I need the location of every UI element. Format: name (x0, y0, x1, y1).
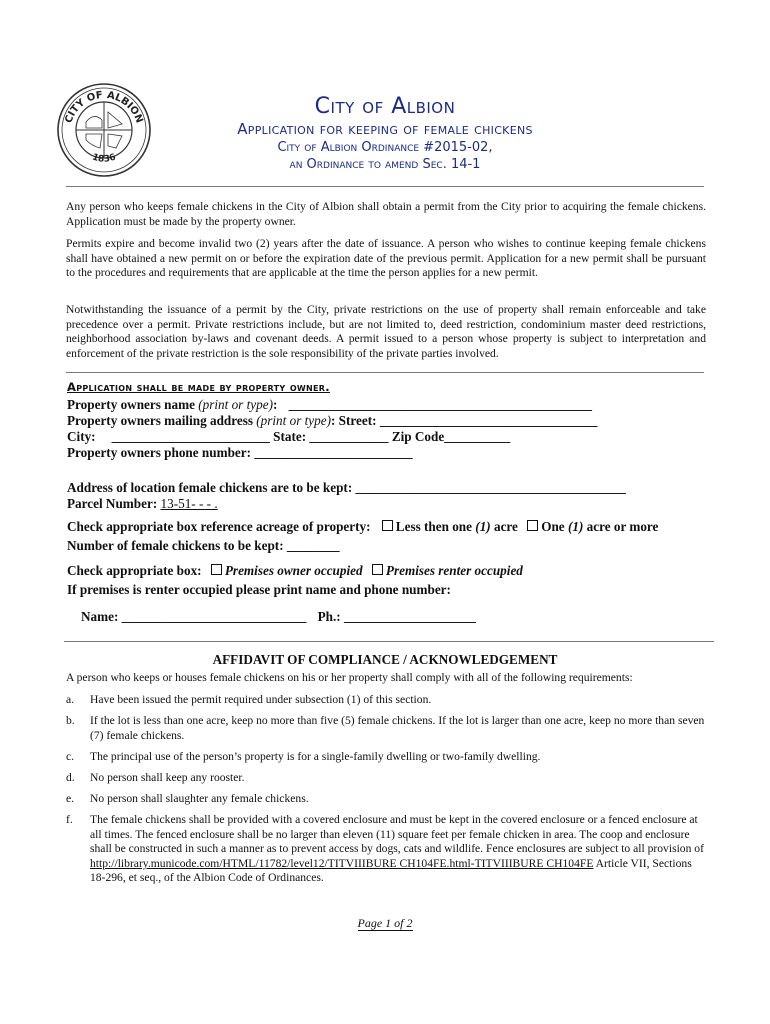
affidavit-intro: A person who keeps or houses female chickens on his or her property shall comply with all of the following requirements: (66, 671, 633, 684)
checkbox[interactable] (382, 520, 393, 531)
svg-text:1836: 1836 (90, 152, 118, 165)
chicken-count-field[interactable]: Number of female chickens to be kept: ________ (67, 538, 340, 553)
city-state-zip-field[interactable]: City: ________________________ State: ____________ Zip Code__________ (67, 429, 511, 444)
renter-occupied-option[interactable]: Premises renter occupied (372, 563, 523, 578)
ordinance-amend-line: an Ordinance to amend Sec. 14-1 (289, 157, 481, 172)
mailing-address-field[interactable]: Property owners mailing address (print or type): Street: _________________________________ (67, 413, 598, 428)
renter-phone-field[interactable]: Ph.: ____________________ (317, 609, 476, 624)
page-number: Page 1 of 2 (357, 916, 413, 930)
page-subtitle: Application for keeping of female chickens (237, 120, 533, 138)
divider (66, 186, 704, 187)
section-title: Application shall be made by property owner. (67, 380, 330, 394)
city-seal-logo (56, 82, 152, 178)
location-address-field[interactable]: Address of location female chickens are to be kept: _________________________________________ (67, 480, 626, 495)
checkbox[interactable] (527, 520, 538, 531)
affidavit-title: AFFIDAVIT OF COMPLIANCE / ACKNOWLEDGEMENT (212, 652, 558, 667)
divider (64, 641, 714, 642)
divider (66, 372, 704, 373)
svg-text:CITY OF ALBION: CITY OF ALBION (63, 89, 145, 125)
document-page: CITY OF ALBION 1836 City of Albion Application for keeping of female chickens City of Albion Ordinance #2015-02, an Ordinance to amend Sec. 14-1 Any person who keeps female chickens in the City of Albion shall obtain a permit from the City prior to acquiring the female chickens. Application must be made by the property owner. Permits expire and become invalid two (2) years after the date of issuance. A person who wishes to continue keeping female chickens shall have obtained a new permit on or before the expiration date of the previous permit. Application for a new permit shall be pursuant to the procedures and requirements that are applicable at the time the person applies for a new permit. Notwithstanding the issuance of a permit by the City, private restrictions on the use of property shall remain enforceable and take precedence over a permit. Private restrictions include, but are not limited to, deed restriction, condominium master deed restrictions, neighborhood association by-laws and covenant deeds. A permit issued to a person whose property is subject to interpretation and enforcement of the private restriction is the sole responsibility of the private parties involved. Application shall be made by property owner. Property owners name (print or type): ______________________________________________ Property owners mailing address (print or type): Street: _________________________________ City: ________________________ State: ____________ Zip Code__________ Property owners phone number: ________________________ Address of location female chickens are to be kept: _________________________________________ Parcel Number: 13-51- - - . Check appropriate box reference acreage of property: Less then one (1) acre One (1) acre or more Number of female chickens to be kept: ________ Check appropriate box: Premises owner occupied Premises renter occupied If premises is renter occupied please print name and phone number: Name: ____________________________ Ph.: ____________________ AFFIDAVIT OF COMPLIANCE / ACKNOWLEDGEMENT A person who keeps or houses female chickens on his or her property shall comply with all of the following requirements: a. Have been issued the permit required under subsection (1) of this section. b. If the lot is less than one acre, keep no more than five (5) female chickens. If the lot is larger than one acre, keep no more than seven (7) female chickens. c. The principal use of the person’s property is for a single-family dwelling or two-family dwelling. d. No person shall keep any rooster. e. No person shall slaughter any female chickens. f. The female chickens shall be provided with a covered enclosure and must be kept in the covered enclosure or a fenced enclosure at all times. The fenced enclosure shall be no larger than eleven (11) square feet per female chicken in area. The coop and enclosure shall be constructed in such a manner as to prevent access by dogs, cats and wildlife. Fence enclosures are subject to all provision of http://library.municode.com/HTML/11782/level12/TITVIIIBURE CH104FE.html-TITVIIIBURE CH104FE Article VII, Sections 18-296, et seq., of the Albion Code of Ordinances. Page 1 of 2 (0, 0, 770, 1024)
page-title: City of Albion (314, 94, 456, 119)
acreage-row: Check appropriate box reference acreage of property: Less then one (1) acre One (1) acre or more (67, 519, 659, 534)
owner-name-field[interactable]: Property owners name (print or type): ______________________________________________ (67, 397, 592, 412)
renter-info-row (81, 609, 476, 625)
owner-phone-field[interactable]: Property owners phone number: ________________________ (67, 445, 413, 460)
checkbox[interactable] (372, 564, 383, 575)
acreage-more-option[interactable]: One (1) acre or more (527, 519, 658, 534)
checkbox[interactable] (211, 564, 222, 575)
acreage-less-option[interactable]: Less then one (1) acre (382, 519, 518, 534)
intro-paragraph-3: Notwithstanding the issuance of a permit by the City, private restrictions on the use of property shall remain enforceable and take precedence over a permit. Private restrictions include, but are not limited to, deed restriction, condominium master deed restrictions, neighborhood association by-laws and covenant deeds. A permit issued to a person whose property is subject to interpretation and enforcement of the private restriction is the sole responsibility of the private parties involved. (66, 303, 706, 360)
renter-prompt: If premises is renter occupied please print name and phone number: (67, 582, 451, 597)
intro-paragraph-1: Any person who keeps female chickens in the City of Albion shall obtain a permit from the City prior to acquiring the female chickens. Application must be made by the property owner. (66, 200, 706, 228)
renter-name-field[interactable]: Name: ____________________________ (81, 609, 307, 624)
owner-occupied-option[interactable]: Premises owner occupied (211, 563, 363, 578)
parcel-number-field[interactable]: Parcel Number: 13-51- - - . (67, 496, 218, 511)
intro-paragraph-2: Permits expire and become invalid two (2) years after the date of issuance. A person who wishes to continue keeping female chickens shall have obtained a new permit on or before the expiration date of the previous permit. Application for a new permit shall be pursuant to the procedures and requirements that are applicable at the time the person applies for a new permit. (66, 237, 706, 280)
ordinance-line: City of Albion Ordinance #2015-02, (277, 140, 493, 155)
occupancy-row: Check appropriate box: Premises owner occupied Premises renter occupied (67, 563, 523, 578)
municode-link[interactable]: http://library.municode.com/HTML/11782/level12/TITVIIIBURE CH104FE.html-TITVIIIBURE CH104FE (90, 856, 594, 870)
